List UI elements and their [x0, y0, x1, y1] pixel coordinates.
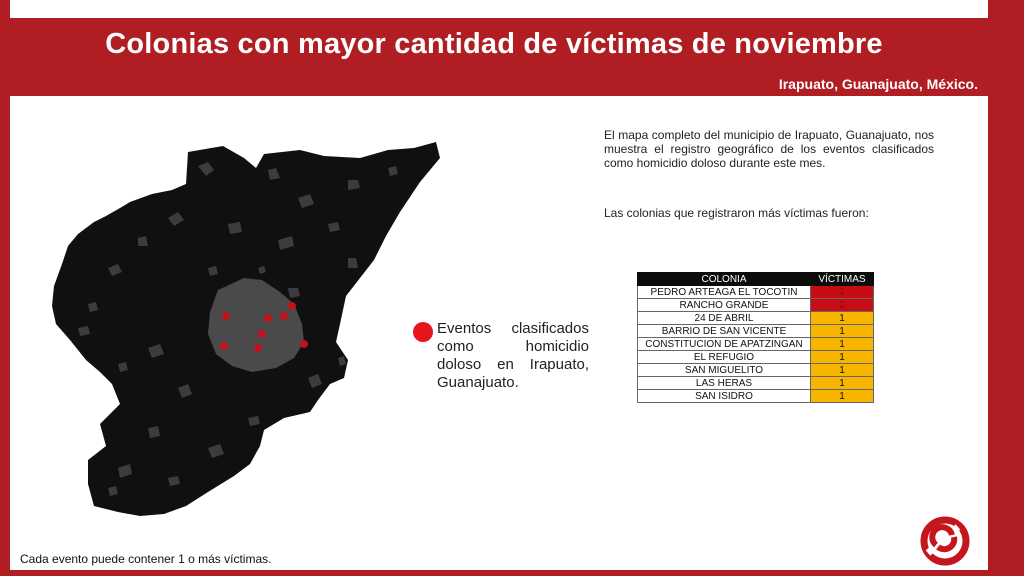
colonia-cell: EL REFUGIO: [638, 351, 811, 364]
frame-right-bar: [988, 0, 1024, 576]
map-description: El mapa completo del municipio de Irapuato, Guanajuato, nos muestra el registro geográfico de los eventos clasificados como homicidio doloso durante este mes.: [604, 128, 934, 170]
victimas-cell: 1: [811, 364, 874, 377]
victimas-cell: 1: [811, 377, 874, 390]
brand-logo-icon: [914, 515, 976, 567]
frame-bottom-bar: [0, 570, 1024, 576]
colonia-cell: PEDRO ARTEAGA EL TOCOTIN: [638, 286, 811, 299]
victimas-cell: 1: [811, 351, 874, 364]
event-marker: [254, 344, 262, 352]
page-title: Colonias con mayor cantidad de víctimas de noviembre: [105, 28, 883, 60]
colonia-cell: LAS HERAS: [638, 377, 811, 390]
victimas-cell: 1: [811, 325, 874, 338]
colonia-cell: CONSTITUCION DE APATZINGAN: [638, 338, 811, 351]
legend-marker-icon: [413, 322, 433, 342]
table-row: [638, 325, 874, 338]
colonia-cell: SAN MIGUELITO: [638, 364, 811, 377]
victimas-cell: 2: [811, 286, 874, 299]
table-row: [638, 377, 874, 390]
table-header-row: [638, 273, 874, 286]
column-header-colonia: COLONIA: [638, 273, 811, 286]
event-marker: [300, 340, 308, 348]
event-marker: [264, 314, 272, 322]
table-row: [638, 390, 874, 403]
table-row: [638, 364, 874, 377]
colonia-cell: 24 DE ABRIL: [638, 312, 811, 325]
municipality-map: [48, 128, 448, 520]
table-row: [638, 338, 874, 351]
table-row: [638, 312, 874, 325]
colonia-cell: SAN ISIDRO: [638, 390, 811, 403]
header-banner: [0, 18, 988, 96]
table-row: [638, 299, 874, 312]
table-row: [638, 351, 874, 364]
event-marker: [222, 312, 230, 320]
victimas-cell: 1: [811, 312, 874, 325]
victimas-cell: 2: [811, 299, 874, 312]
event-marker: [220, 342, 228, 350]
footnote: Cada evento puede contener 1 o más víctimas.: [20, 552, 272, 566]
event-marker: [280, 312, 288, 320]
victimas-cell: 1: [811, 338, 874, 351]
event-marker: [258, 330, 266, 338]
colonia-cell: RANCHO GRANDE: [638, 299, 811, 312]
colonia-cell: BARRIO DE SAN VICENTE: [638, 325, 811, 338]
column-header-victimas: VÍCTIMAS: [811, 273, 874, 286]
table-intro: Las colonias que registraron más víctimas fueron:: [604, 206, 869, 220]
legend-label: Eventos clasificados como homicidio doloso en Irapuato, Guanajuato.: [437, 320, 589, 391]
victims-table: [637, 272, 874, 403]
event-marker: [288, 302, 296, 310]
table-row: [638, 286, 874, 299]
location-subtitle: Irapuato, Guanajuato, México.: [778, 76, 978, 92]
victimas-cell: 1: [811, 390, 874, 403]
